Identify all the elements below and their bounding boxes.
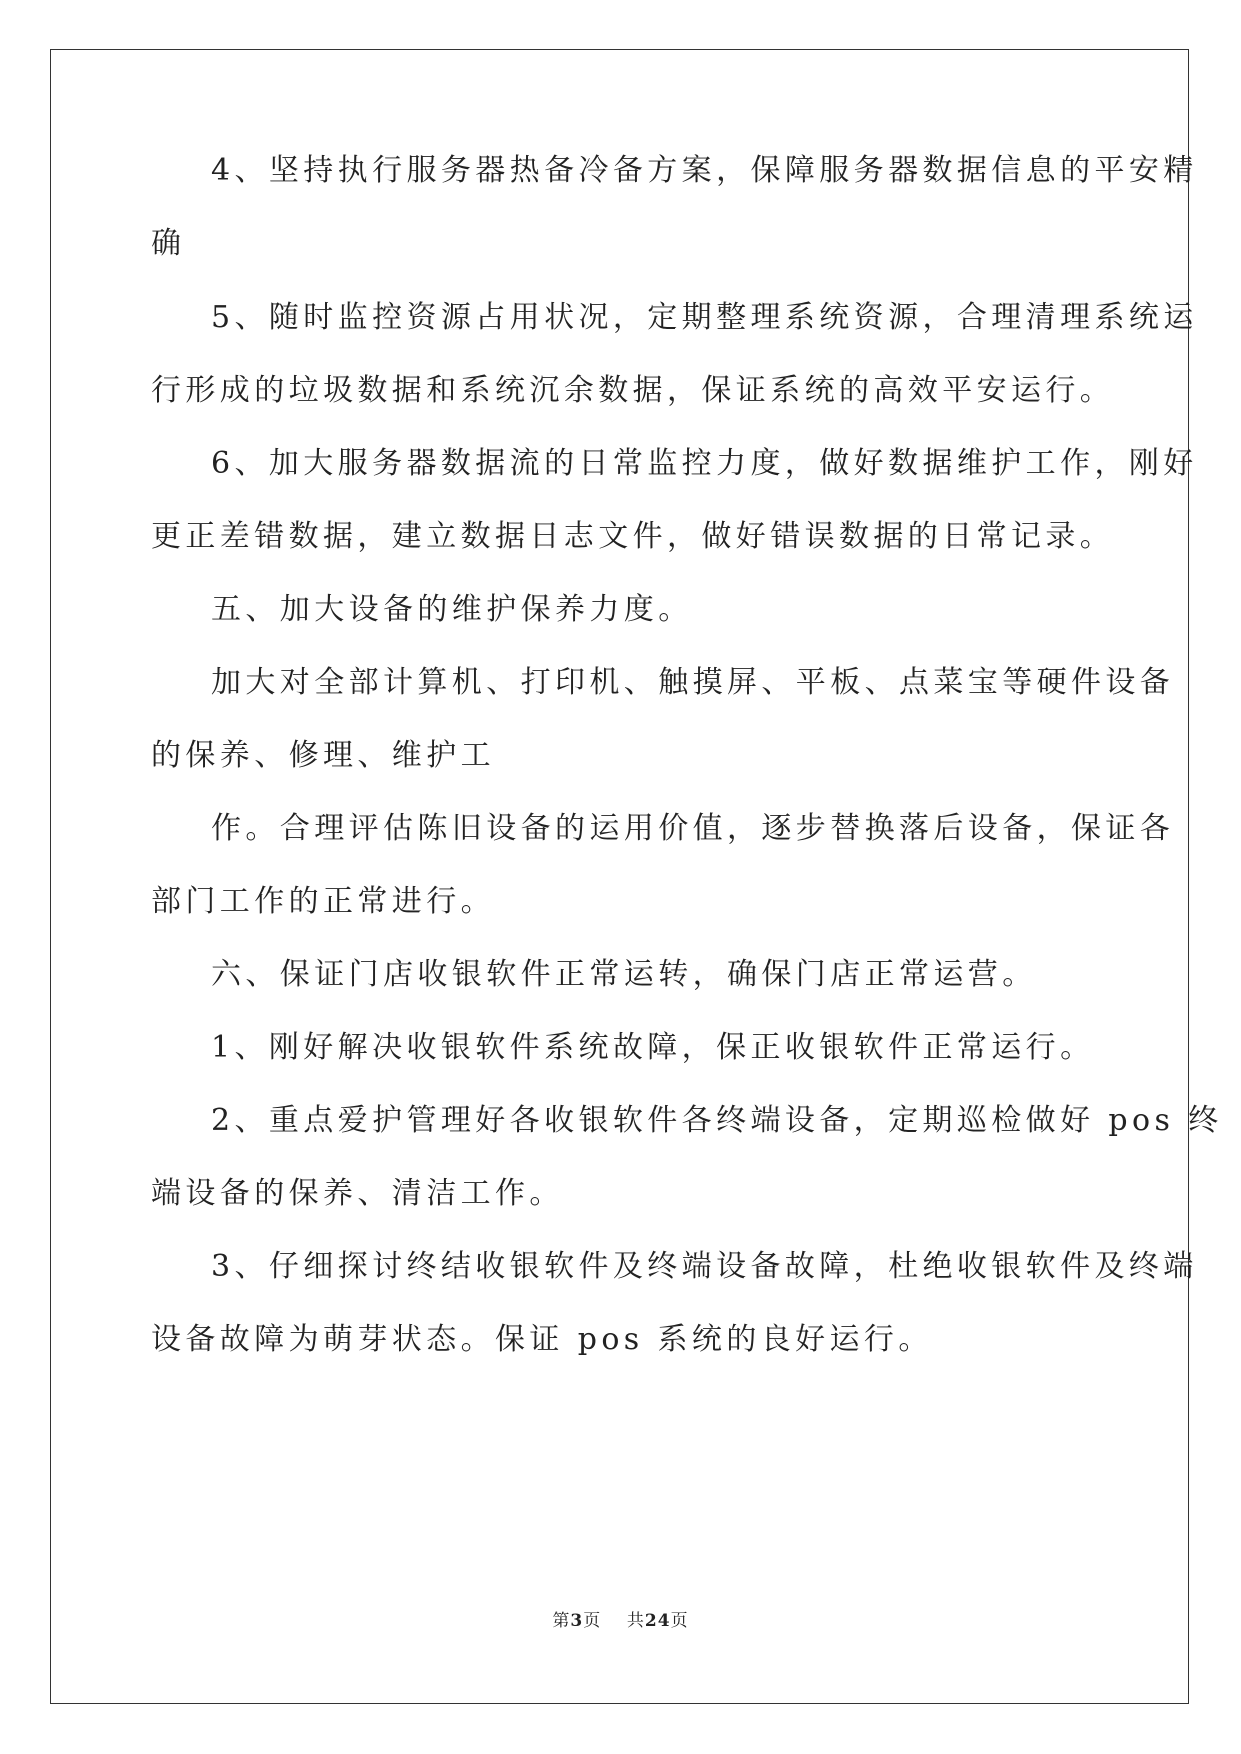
footer-page-number: 3 (570, 1611, 584, 1631)
section-heading: 五、加大设备的维护保养力度。 (211, 592, 693, 627)
footer-page-suffix: 页 (583, 1611, 602, 1631)
footer-total-suffix: 页 (670, 1611, 689, 1631)
section-heading: 六、保证门店收银软件正常运转，确保门店正常运营。 (211, 957, 1037, 992)
paragraph-line: 设备故障为萌芽状态。保证 pos 系统的良好运行。 (151, 1322, 933, 1357)
paragraph-line: 4、坚持执行服务器热备冷备方案，保障服务器数据信息的平安精 (211, 153, 1198, 188)
footer-page-prefix: 第 (552, 1611, 571, 1631)
page-footer (0, 1606, 1241, 1631)
paragraph-line: 确 (151, 226, 186, 261)
paragraph-line: 的保养、修理、维护工 (151, 738, 495, 773)
paragraph-line: 6、加大服务器数据流的日常监控力度，做好数据维护工作，刚好 (211, 446, 1198, 481)
paragraph-line: 3、仔细探讨终结收银软件及终端设备故障，杜绝收银软件及终端 (211, 1249, 1198, 1284)
paragraph-line: 加大对全部计算机、打印机、触摸屏、平板、点菜宝等硬件设备 (211, 665, 1175, 700)
footer-total-prefix: 共 (626, 1611, 645, 1631)
footer-total-pages: 24 (644, 1611, 671, 1631)
paragraph-line: 端设备的保养、清洁工作。 (151, 1176, 564, 1211)
paragraph-line: 作。合理评估陈旧设备的运用价值，逐步替换落后设备，保证各 (211, 811, 1175, 846)
paragraph-line: 5、随时监控资源占用状况，定期整理系统资源，合理清理系统运 (211, 300, 1198, 335)
paragraph-line: 1、刚好解决收银软件系统故障，保正收银软件正常运行。 (211, 1030, 1095, 1065)
paragraph-line: 部门工作的正常进行。 (151, 884, 495, 919)
paragraph-line: 更正差错数据，建立数据日志文件，做好错误数据的日常记录。 (151, 519, 1115, 554)
paragraph-line: 行形成的垃圾数据和系统沉余数据，保证系统的高效平安运行。 (151, 373, 1115, 408)
paragraph-line: 2、重点爱护管理好各收银软件各终端设备，定期巡检做好 pos 终 (211, 1103, 1223, 1138)
